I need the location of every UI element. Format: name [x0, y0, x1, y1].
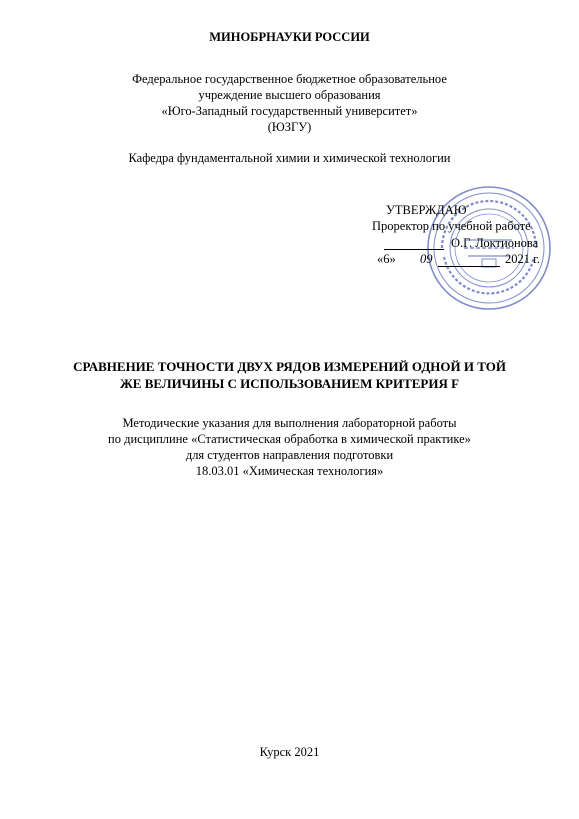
- subtitle-line-2: по дисциплине «Статистическая обработка в химической практике»: [108, 432, 471, 446]
- signature-line: [384, 249, 444, 250]
- approval-day: «6»: [377, 252, 396, 266]
- subtitle-line-1: Методические указания для выполнения лабораторной работы: [122, 416, 457, 430]
- city-year: Курск 2021: [259, 745, 320, 759]
- subtitle-line-3: для студентов направления подготовки: [185, 448, 394, 462]
- ministry-name: МИНОБРНАУКИ РОССИИ: [209, 30, 370, 44]
- date-line: [438, 266, 500, 267]
- approver-position: Проректор по учебной работе: [372, 219, 531, 233]
- org-line-1: Федеральное государственное бюджетное образовательное: [132, 72, 447, 86]
- document-title-line-1: СРАВНЕНИЕ ТОЧНОСТИ ДВУХ РЯДОВ ИЗМЕРЕНИЙ ОДНОЙ И ТОЙ: [73, 359, 506, 374]
- subtitle-line-4: 18.03.01 «Химическая технология»: [195, 464, 384, 478]
- approval-year: 2021 г.: [505, 252, 540, 266]
- approver-name: О.Г. Локтионова: [451, 236, 539, 250]
- org-line-2: учреждение высшего образования: [198, 88, 381, 102]
- approval-month: 09: [420, 252, 433, 266]
- approval-label: УТВЕРЖДАЮ: [386, 203, 467, 217]
- department-name: Кафедра фундаментальной химии и химической технологии: [128, 151, 451, 165]
- university-abbrev: (ЮЗГУ): [267, 120, 312, 134]
- document-title-line-2: ЖЕ ВЕЛИЧИНЫ С ИСПОЛЬЗОВАНИЕМ КРИТЕРИЯ F: [119, 376, 460, 391]
- university-name: «Юго-Западный государственный университет»: [161, 104, 418, 118]
